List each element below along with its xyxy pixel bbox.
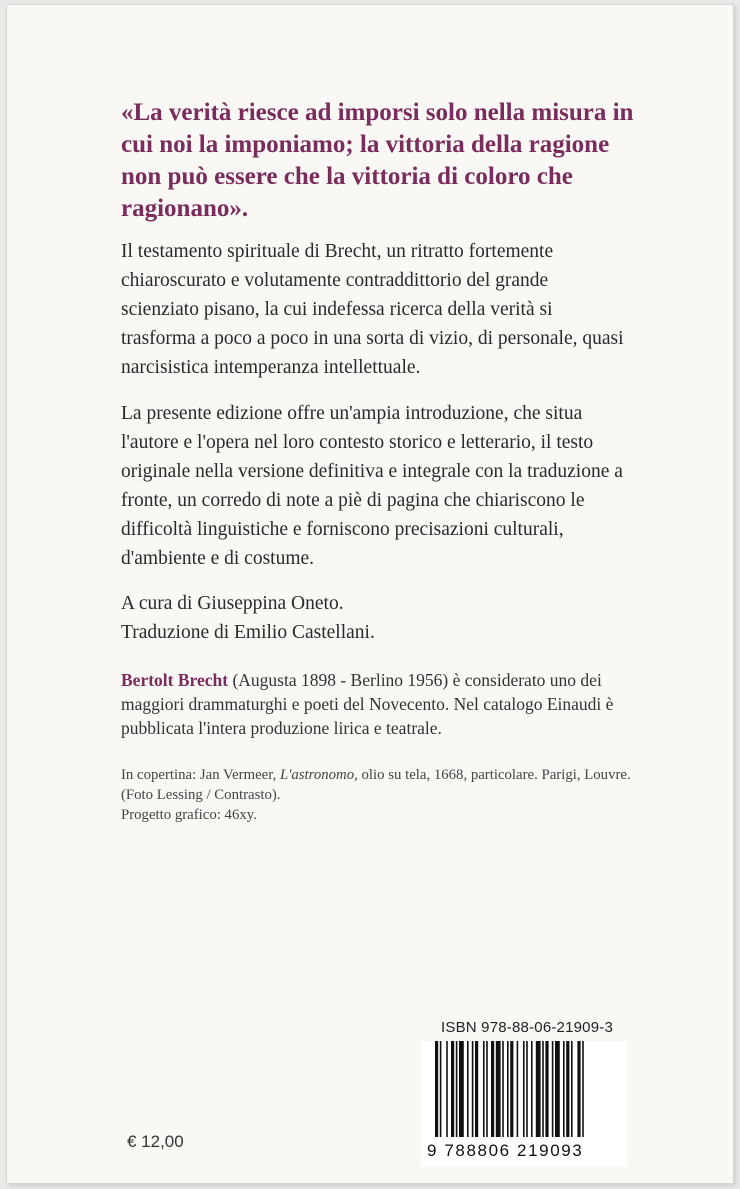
price: € 12,00	[127, 1132, 184, 1151]
cover-quote: «La verità riesce ad imporsi solo nella misura in cui noi la imponiamo; la vittoria della ragione non può essere che la vittoria di coloro che ragionano».	[121, 99, 634, 222]
barcode-digits: 9 788806 219093	[427, 1141, 584, 1160]
barcode-bar	[555, 1041, 560, 1137]
edition-paragraph: La presente edizione offre un'ampia introduzione, che situa l'autore e l'opera nel loro contesto storico e letterario, il testo originale nella versione definitiva e integrale con la traduzione a fronte, un corredo di note a piè di pagina che chiariscono le difficoltà linguistiche e forniscono precisazioni culturali, d'ambiente e di costume.	[121, 403, 623, 569]
barcode-bar	[467, 1041, 469, 1137]
barcode-bar	[563, 1041, 565, 1137]
cover-credit-prefix: In copertina: Jan Vermeer,	[121, 767, 280, 783]
description-paragraph: Il testamento spirituale di Brecht, un ritratto fortemente chiaroscurato e volutamente contraddittorio del grande scienziato pisano, la cui indefessa ricerca della verità si trasforma a poco a poco in una sorta di vizio, di personale, quasi narcisistica intemperanza intellettuale.	[121, 241, 624, 378]
barcode-bar	[496, 1041, 501, 1137]
barcode-bar	[483, 1041, 485, 1137]
barcode-bar	[440, 1041, 442, 1137]
barcode-bar	[435, 1041, 438, 1137]
barcode-bar	[507, 1041, 509, 1137]
barcode-bar	[571, 1041, 573, 1137]
barcode-bar	[545, 1041, 548, 1137]
barcode-bar	[451, 1041, 454, 1137]
author-bio	[121, 668, 633, 740]
design-credit: Progetto grafico: 46xy.	[121, 807, 257, 823]
author-name: Bertolt Brecht	[121, 670, 229, 690]
isbn-label: ISBN 978-88-06-21909-3	[441, 1019, 614, 1036]
barcode-bar	[502, 1041, 504, 1137]
barcode-bar	[446, 1041, 448, 1137]
barcode-bars	[421, 1041, 627, 1141]
barcode-bar	[536, 1041, 541, 1137]
barcode-bar	[472, 1041, 474, 1137]
barcode-bar	[510, 1041, 513, 1137]
barcode-bar	[577, 1041, 580, 1137]
barcode-bar	[517, 1041, 519, 1137]
cover-credit-suffix: , olio su tela, 1668, particolare. Parigi, Louvre. (Foto Lessing / Contrasto).	[121, 767, 631, 803]
editor-line: A cura di Giuseppina Oneto.	[121, 593, 344, 614]
barcode-bar	[526, 1041, 528, 1137]
cover-artwork-title: L'astronomo	[279, 767, 355, 783]
translator-line: Traduzione di Emilio Castellani.	[121, 622, 375, 643]
author-bio-text: (Augusta 1898 - Berlino 1956) è considerato uno dei maggiori drammaturghi e poeti del Novecento. Nel catalogo Einaudi è pubblicata l'intera produzione lirica e teatrale.	[121, 670, 614, 738]
contributors	[121, 589, 627, 647]
barcode-bar	[552, 1041, 554, 1137]
book-back-cover	[6, 4, 734, 1184]
barcode	[421, 1041, 627, 1166]
barcode-bar	[542, 1041, 544, 1137]
barcode-bar	[566, 1041, 569, 1137]
barcode-bar	[491, 1041, 494, 1137]
barcode-bar	[459, 1041, 464, 1137]
image-credits	[121, 765, 641, 825]
barcode-bar	[582, 1041, 584, 1137]
barcode-bar	[475, 1041, 478, 1137]
barcode-bar	[486, 1041, 488, 1137]
barcode-bar	[523, 1041, 525, 1137]
barcode-bar	[531, 1041, 533, 1137]
barcode-bar	[456, 1041, 458, 1137]
